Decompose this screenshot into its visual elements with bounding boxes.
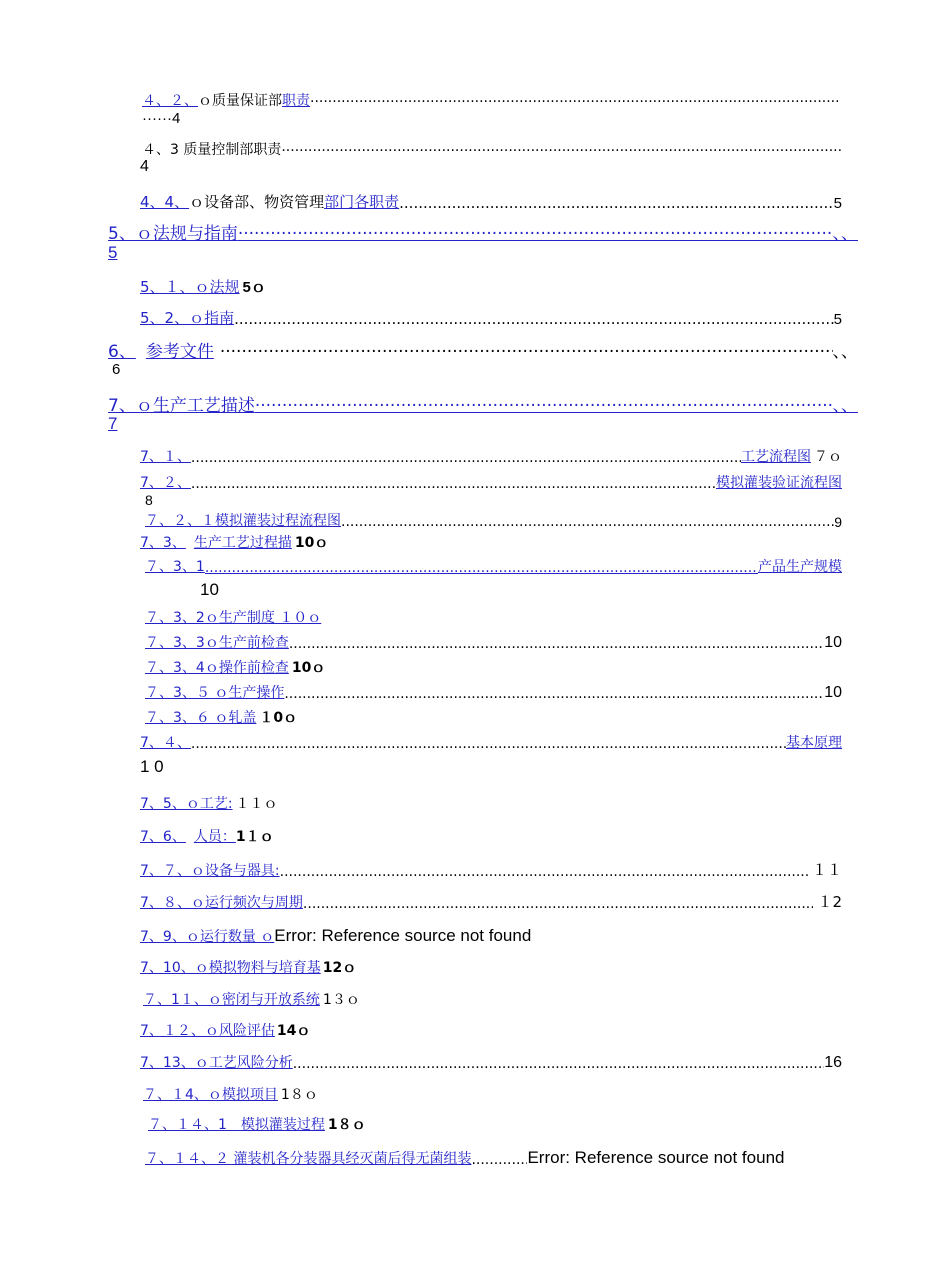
- toc-page-number: 5: [833, 311, 842, 328]
- toc-entry-title[interactable]: 参考文件: [145, 342, 214, 362]
- toc-entry-7-11[interactable]: [143, 989, 543, 1009]
- toc-entry-6[interactable]: [108, 338, 858, 362]
- toc-entry-title[interactable]: 人员：: [193, 829, 236, 845]
- toc-entry-title[interactable]: ７、3、3ｏ生产前检查: [145, 635, 289, 651]
- toc-entry-title[interactable]: 模拟灌装验证流程图: [716, 475, 842, 491]
- toc-entry-title[interactable]: ７、１４、２ 灌装机各分装器具经灭菌后得无菌组装: [145, 1151, 472, 1167]
- toc-entry-marker: ｏ: [198, 93, 212, 109]
- toc-page-number: 1３ｏ: [322, 992, 360, 1008]
- toc-entry-7-14[interactable]: [143, 1084, 543, 1104]
- toc-page-number: １2: [817, 893, 842, 911]
- toc-page-number: １１: [811, 861, 842, 879]
- toc-entry-number[interactable]: 7、２、: [140, 475, 191, 491]
- toc-entry-number[interactable]: ４、２、: [142, 93, 198, 109]
- toc-entry-tail: 、、: [832, 224, 858, 244]
- toc-entry-7-14-1[interactable]: [148, 1114, 548, 1134]
- toc-page-number: 5: [833, 195, 842, 212]
- toc-entry-number[interactable]: 7、４、: [140, 735, 191, 751]
- toc-entry-4-3-page: 4: [140, 158, 149, 175]
- toc-entry-4-2[interactable]: [142, 90, 838, 110]
- toc-entry-title[interactable]: 7、ｏ生产工艺描述: [108, 396, 255, 416]
- toc-page-number: 9: [834, 514, 842, 530]
- toc-entry-7[interactable]: [108, 392, 858, 416]
- toc-entry-number[interactable]: 6、: [108, 342, 136, 362]
- toc-entry-7-2[interactable]: [140, 472, 842, 492]
- toc-entry-5-page[interactable]: 5: [108, 243, 118, 262]
- toc-entry-7-3[interactable]: [140, 532, 540, 552]
- toc-leader: [471, 1152, 527, 1168]
- toc-leader: [234, 310, 834, 328]
- toc-entry-title[interactable]: 7、１２、ｏ风险评估: [140, 1023, 275, 1039]
- toc-entry-number[interactable]: 4、4、: [140, 193, 190, 211]
- toc-entry-7-4[interactable]: [140, 732, 842, 752]
- toc-page-number: 1８ｏ: [280, 1087, 318, 1103]
- toc-entry-title[interactable]: ７、3、2ｏ生产制度 １０ｏ: [145, 610, 322, 626]
- toc-entry-7-12[interactable]: [140, 1020, 540, 1040]
- toc-entry-7-page[interactable]: 7: [108, 414, 118, 433]
- toc-entry-title[interactable]: 7、13、ｏ工艺风险分析: [140, 1055, 293, 1071]
- toc-leader: [191, 476, 716, 492]
- toc-leader: [191, 736, 786, 752]
- toc-entry-4-3[interactable]: [142, 139, 842, 159]
- toc-entry-title[interactable]: ７、3、５ ｏ生产操作: [145, 685, 285, 701]
- toc-entry-number[interactable]: 7、3、: [140, 535, 186, 551]
- toc-entry-title[interactable]: ７、１4、ｏ模拟项目: [143, 1087, 278, 1103]
- toc-leader: [220, 342, 833, 362]
- toc-entry-5-1[interactable]: [140, 275, 440, 297]
- toc-error-text: Error: Reference source not found: [274, 926, 532, 945]
- toc-entry-5[interactable]: [108, 220, 858, 244]
- toc-entry-title[interactable]: 7、5、ｏ工艺:: [140, 796, 233, 812]
- toc-leader: [255, 396, 833, 416]
- toc-entry-title: 设备部、物资管理: [204, 193, 325, 211]
- toc-entry-title: ４、3 质量控制部职责: [142, 142, 282, 158]
- toc-entry-5-2[interactable]: [140, 306, 842, 328]
- toc-entry-tail: 、、: [832, 342, 858, 362]
- toc-entry-7-3-1[interactable]: [145, 556, 842, 576]
- toc-entry-title[interactable]: 7、８、ｏ运行频次与周期: [140, 895, 303, 911]
- toc-entry-title[interactable]: 7、9、ｏ运行数量 ｏ: [140, 929, 275, 945]
- toc-leader: [399, 194, 834, 212]
- toc-entry-tail: 、、: [832, 396, 858, 416]
- toc-entry-7-1[interactable]: [140, 446, 842, 466]
- toc-entry-title[interactable]: 5、2、ｏ指南: [140, 309, 235, 327]
- toc-leader: [238, 224, 833, 244]
- toc-entry-4-2-page: ······4: [142, 110, 181, 127]
- toc-entry-4-4[interactable]: [140, 190, 842, 212]
- toc-entry-7-2-1[interactable]: [145, 510, 842, 530]
- toc-entry-7-13[interactable]: [140, 1052, 842, 1072]
- toc-entry-6-page: 6: [112, 361, 121, 378]
- toc-entry-7-14-2[interactable]: [145, 1146, 842, 1168]
- toc-entry-title[interactable]: 生产工艺过程描: [193, 535, 292, 551]
- toc-page-number: 10: [824, 684, 842, 701]
- toc-page-number: １１ｏ: [235, 796, 278, 812]
- toc-page-number: 10: [824, 634, 842, 651]
- toc-entry-7-3-4[interactable]: [145, 657, 545, 677]
- toc-entry-title[interactable]: 7、10、ｏ模拟物料与培育基: [140, 960, 321, 976]
- toc-entry-title[interactable]: 工艺流程图: [741, 449, 811, 465]
- toc-page-number: 14ｏ: [276, 1023, 311, 1039]
- toc-entry-7-9[interactable]: [140, 924, 842, 946]
- toc-leader: [191, 450, 741, 466]
- toc-leader: [341, 514, 834, 530]
- toc-entry-title: 质量保证部: [212, 93, 282, 109]
- toc-page-number: 10ｏ: [294, 535, 329, 551]
- toc-entry-7-3-6[interactable]: [145, 707, 545, 727]
- toc-entry-7-3-1-page: 10: [200, 580, 219, 599]
- toc-page-number: 5ｏ: [242, 279, 266, 296]
- toc-entry-title[interactable]: 基本原理: [786, 735, 842, 751]
- toc-entry-title[interactable]: 产品生产规模: [758, 559, 842, 575]
- toc-entry-title[interactable]: ７、１４、1 模拟灌装过程: [148, 1117, 325, 1133]
- toc-page-number: 1１ｏ: [235, 829, 274, 845]
- toc-page-number: ７ｏ: [814, 449, 842, 465]
- toc-entry-number[interactable]: 7、１、: [140, 449, 191, 465]
- toc-leader: [310, 94, 838, 110]
- toc-leader: [289, 636, 824, 652]
- toc-entry-7-10[interactable]: [140, 957, 540, 977]
- toc-entry-number[interactable]: ７、3、1: [145, 559, 205, 575]
- toc-entry-title-link[interactable]: 职责: [282, 93, 310, 109]
- toc-leader: [284, 686, 824, 702]
- toc-page-number: 16: [824, 1054, 842, 1071]
- toc-entry-title[interactable]: ７、3、６ ｏ轧盖: [145, 710, 257, 726]
- toc-entry-title[interactable]: 7、７、ｏ设备与器具:: [140, 863, 280, 879]
- toc-entry-7-3-3[interactable]: [145, 632, 842, 652]
- toc-entry-title-link[interactable]: 部门各职责: [324, 193, 400, 211]
- toc-entry-number[interactable]: 7、6、: [140, 829, 186, 845]
- toc-entry-7-5[interactable]: [140, 793, 540, 813]
- toc-entry-title[interactable]: ７、２、１模拟灌装过程流程图: [145, 513, 341, 529]
- toc-entry-7-3-5[interactable]: [145, 682, 842, 702]
- toc-entry-title[interactable]: ７、3、4ｏ操作前检查: [145, 660, 289, 676]
- toc-entry-7-7[interactable]: [140, 860, 842, 880]
- toc-page-number: 10ｏ: [291, 660, 326, 676]
- toc-entry-title[interactable]: 5、１、ｏ法规: [140, 278, 240, 296]
- toc-leader: [293, 1056, 824, 1072]
- toc-entry-7-2-page: 8: [145, 492, 153, 508]
- toc-leader: [303, 896, 814, 912]
- toc-page-number: 12ｏ: [322, 960, 357, 976]
- toc-leader: [281, 143, 842, 159]
- toc-leader: [205, 560, 758, 576]
- toc-entry-marker: ｏ: [189, 193, 205, 211]
- toc-error-text: Error: Reference source not found: [527, 1148, 785, 1167]
- toc-leader: [280, 864, 808, 880]
- toc-page-number: １0ｏ: [259, 710, 298, 726]
- toc-entry-title[interactable]: ７、1１、ｏ密闭与开放系统: [143, 992, 320, 1008]
- toc-entry-7-3-2[interactable]: [145, 607, 545, 627]
- toc-entry-7-6[interactable]: [140, 826, 540, 846]
- toc-entry-7-4-page: 1 0: [140, 757, 164, 776]
- toc-entry-title[interactable]: 5、ｏ法规与指南: [108, 224, 238, 244]
- toc-page-number: 1８ｏ: [327, 1117, 366, 1133]
- toc-entry-7-8[interactable]: [140, 892, 842, 912]
